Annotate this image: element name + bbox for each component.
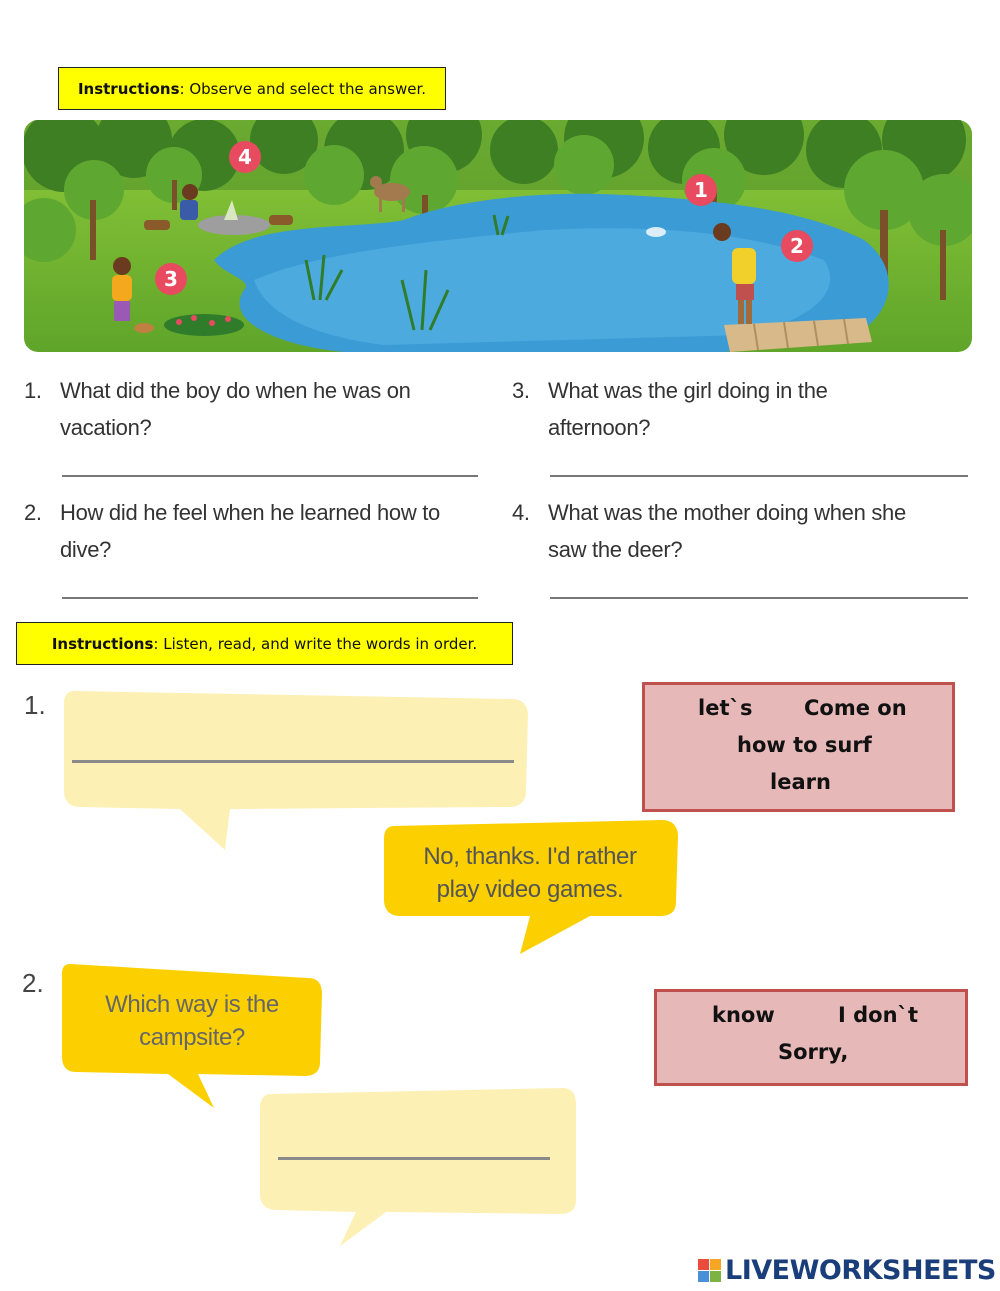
word-chip[interactable]: know xyxy=(712,1003,775,1027)
question-number: 3. xyxy=(512,378,530,403)
question-number: 2. xyxy=(24,500,42,525)
instructions-box-2 xyxy=(16,622,513,665)
reply-line-2: play video games. xyxy=(436,876,624,903)
exercise-1-answer-field[interactable] xyxy=(72,760,514,763)
liveworksheets-logo[interactable] xyxy=(698,1252,996,1288)
logo-text: LIVEWORKSHEETS xyxy=(725,1254,996,1286)
logo-square xyxy=(698,1271,709,1282)
instructions-text: : Listen, read, and write the words in order. xyxy=(153,634,478,653)
logo-square xyxy=(710,1259,721,1270)
logo-grid-icon xyxy=(698,1259,721,1282)
question-text: How did he feel when he learned how to dive? xyxy=(60,500,440,562)
exercise-1-word-bank xyxy=(642,682,955,812)
marker-1-label: 1 xyxy=(694,178,708,202)
question-line-2: campsite? xyxy=(139,1024,245,1051)
instructions-text: : Observe and select the answer. xyxy=(179,79,427,98)
answer-line-3[interactable] xyxy=(550,475,968,477)
exercise-2-number: 2. xyxy=(22,968,44,998)
exercise-1-reply-text xyxy=(390,840,670,906)
logo-square xyxy=(698,1259,709,1270)
question-text: What did the boy do when he was on vacation? xyxy=(60,378,411,440)
answer-line-1[interactable] xyxy=(62,475,478,477)
word-chip[interactable]: Come on xyxy=(804,696,907,720)
instructions-label: Instructions xyxy=(77,79,180,98)
question-number: 4. xyxy=(512,500,530,525)
answer-line-4[interactable] xyxy=(550,597,968,599)
answer-line-2[interactable] xyxy=(62,597,478,599)
instructions-box-1 xyxy=(58,67,446,110)
exercise-2-answer-field[interactable] xyxy=(278,1157,550,1160)
word-chip[interactable]: Sorry, xyxy=(778,1040,849,1064)
word-chip[interactable]: let`s xyxy=(698,696,753,720)
question-3 xyxy=(512,372,972,452)
logo-square xyxy=(710,1271,721,1282)
marker-2-label: 2 xyxy=(790,234,804,258)
instructions-label: Instructions xyxy=(51,634,154,653)
question-text: What was the mother doing when she saw the deer? xyxy=(548,500,906,562)
question-4 xyxy=(512,494,972,574)
question-text: What was the girl doing in the afternoon? xyxy=(548,378,828,440)
park-lake-illustration xyxy=(24,120,972,352)
word-chip[interactable]: how to surf xyxy=(737,733,872,757)
exercise-2-answer-bubble xyxy=(256,1086,580,1248)
question-1 xyxy=(24,372,484,452)
exercise-2-word-bank xyxy=(654,989,968,1086)
exercise-2-question-text xyxy=(72,988,312,1054)
exercise-1-number: 1. xyxy=(24,690,46,720)
marker-3-label: 3 xyxy=(164,267,178,291)
question-number: 1. xyxy=(24,378,42,403)
question-2 xyxy=(24,494,484,574)
word-chip[interactable]: I don`t xyxy=(838,1003,919,1027)
reply-line-1: No, thanks. I'd rather xyxy=(423,843,637,870)
marker-4-label: 4 xyxy=(238,145,252,169)
word-chip[interactable]: learn xyxy=(770,770,831,794)
question-line-1: Which way is the xyxy=(105,991,279,1018)
